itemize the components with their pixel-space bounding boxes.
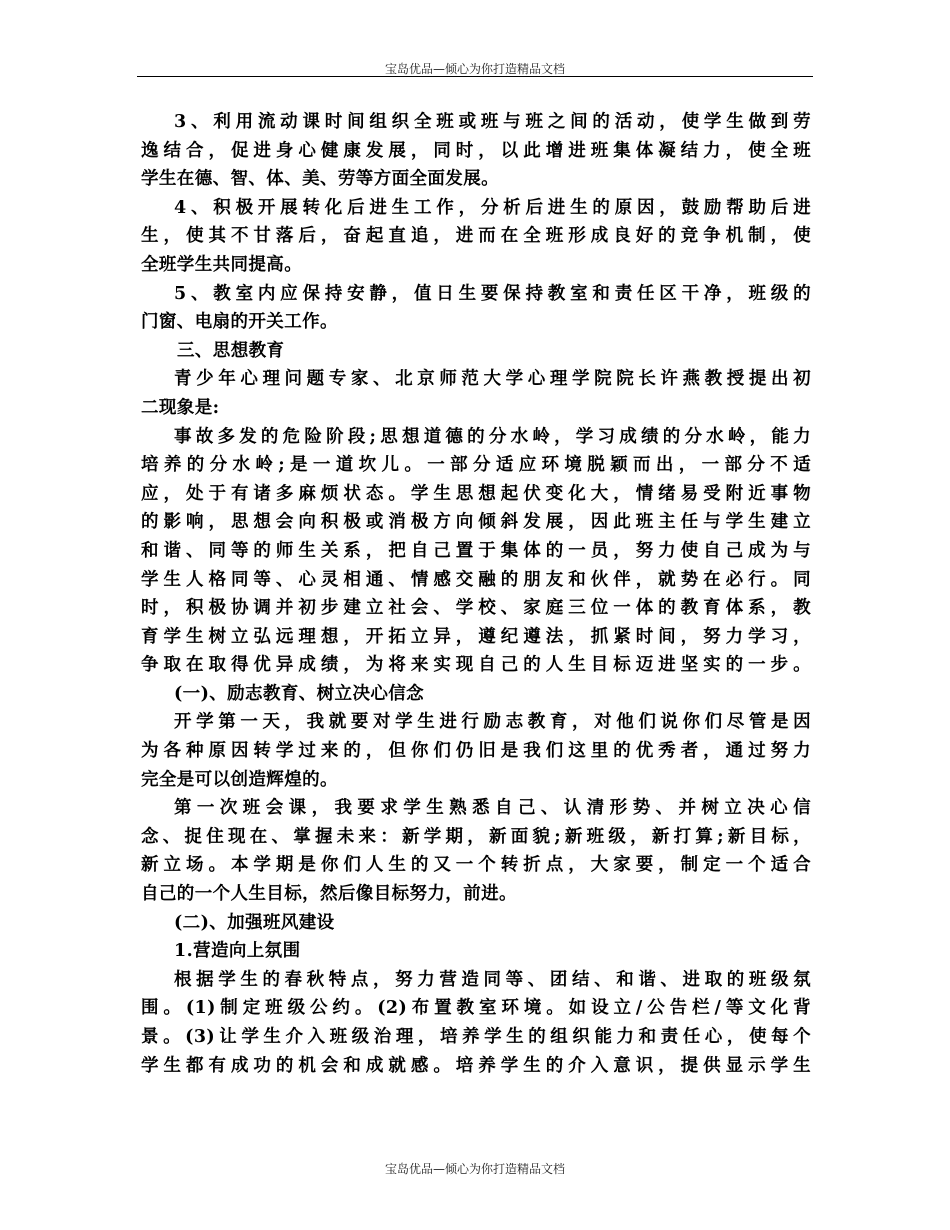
text-line: 5、教室内应保持安静，值日生要保持教室和责任区干净，班级的 (174, 283, 811, 304)
text-line: 新立场。本学期是你们人生的又一个转折点，大家要，制定一个适合 (141, 855, 811, 876)
text-line: 门窗、电扇的开关工作。 (141, 312, 338, 333)
header-divider (137, 76, 813, 77)
section-heading: 三、思想教育 (177, 340, 285, 361)
subsection-heading: (一)、励志教育、树立决心信念 (174, 683, 425, 704)
text-line: 完全是可以创造辉煌的。 (141, 769, 338, 790)
subsection-heading: 1.营造向上氛围 (174, 941, 301, 962)
text-line: 事故多发的危险阶段;思想道德的分水岭，学习成绩的分水岭，能力 (174, 426, 811, 447)
text-line: 生，使其不甘落后，奋起直追，进而在全班形成良好的竞争机制，使 (141, 226, 811, 247)
text-line: 4、积极开展转化后进生工作，分析后进生的原因，鼓励帮助后进 (174, 197, 811, 218)
text-line: 的影响，思想会向积极或消极方向倾斜发展，因此班主任与学生建立 (141, 512, 811, 533)
text-line: 应，处于有诸多麻烦状态。学生思想起伏变化大，情绪易受附近事物 (141, 483, 811, 504)
text-line: 为各种原因转学过来的，但你们仍旧是我们这里的优秀者，通过努力 (141, 741, 811, 762)
text-line: 育学生树立弘远理想，开拓立异，遵纪遵法，抓紧时间，努力学习， (141, 626, 811, 647)
text-line: 学生都有成功的机会和成就感。培养学生的介入意识，提供显示学生 (141, 1055, 811, 1076)
text-line: 3、利用流动课时间组织全班或班与班之间的活动，使学生做到劳 (174, 112, 811, 132)
text-line: 二现象是: (141, 397, 220, 418)
text-line: 自己的一个人生目标，然后像目标努力，前进。 (141, 884, 517, 905)
text-line: 围。(1)制定班级公约。(2)布置教室环境。如设立/公告栏/等文化背 (141, 998, 811, 1019)
text-line: 第一次班会课，我要求学生熟悉自己、认清形势、并树立决心信 (174, 798, 811, 819)
text-line: 念、捉住现在、掌握未来：新学期，新面貌;新班级，新打算;新目标， (141, 826, 811, 847)
text-line: 和谐、同等的师生关系，把自己置于集体的一员，努力使自己成为与 (141, 540, 811, 561)
text-line: 学生人格同等、心灵相通、情感交融的朋友和伙伴，就势在必行。同 (141, 569, 811, 590)
text-line: 培养的分水岭;是一道坎儿。一部分适应环境脱颖而出，一部分不适 (141, 455, 811, 476)
text-line: 争取在取得优异成绩，为将来实现自己的人生目标迈进坚实的一步。 (141, 655, 811, 676)
subsection-heading: (二)、加强班风建设 (174, 912, 335, 933)
page-header: 宝岛优品—倾心为你打造精品文档 (384, 62, 565, 76)
document-body (141, 108, 811, 1080)
text-line: 全班学生共同提高。 (141, 254, 303, 275)
text-line: 时，积极协调并初步建立社会、学校、家庭三位一体的教育体系，教 (141, 598, 811, 619)
text-line: 景。(3)让学生介入班级治理，培养学生的组织能力和责任心，使每个 (141, 1027, 811, 1047)
text-line: 青少年心理问题专家、北京师范大学心理学院院长许燕教授提出初 (174, 369, 811, 390)
text-line: 学生在德、智、体、美、劳等方面全面发展。 (141, 169, 499, 190)
text-line: 开学第一天，我就要对学生进行励志教育，对他们说你们尽管是因 (174, 712, 811, 733)
text-line: 根据学生的春秋特点，努力营造同等、团结、和谐、进取的班级氛 (174, 969, 811, 990)
text-line: 逸结合，促进身心健康发展，同时，以此增进班集体凝结力，使全班 (141, 140, 811, 161)
page-footer: 宝岛优品—倾心为你打造精品文档 (384, 1162, 565, 1176)
